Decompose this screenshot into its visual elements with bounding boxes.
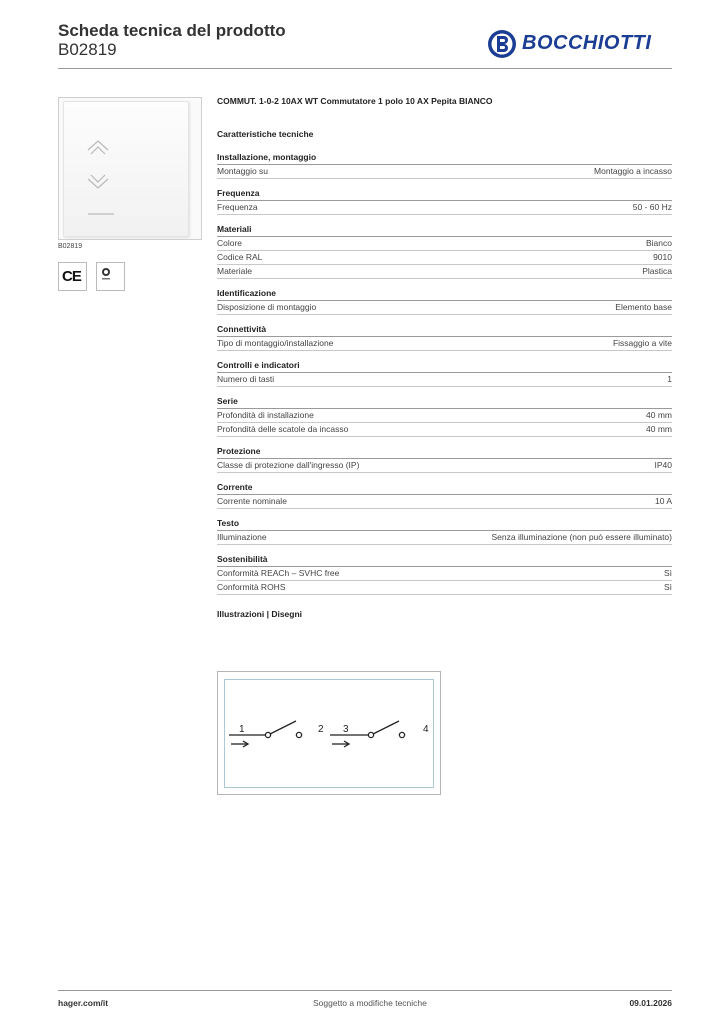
spec-row <box>217 495 672 509</box>
spec-row <box>217 165 672 179</box>
switch-plate <box>63 101 189 237</box>
spec-section <box>217 152 672 179</box>
spec-row <box>217 409 672 423</box>
section-title: Corrente <box>217 482 672 495</box>
spec-section <box>217 324 672 351</box>
terminal-3-label: 3 <box>343 724 349 735</box>
spec-label: Illuminazione <box>217 532 267 542</box>
brand-logo <box>486 28 666 60</box>
spec-section <box>217 224 672 279</box>
spec-value: 40 mm <box>646 410 672 420</box>
section-title: Sostenibilità <box>217 554 672 567</box>
header-divider <box>58 68 672 69</box>
spec-value: 10 A <box>654 496 672 506</box>
spec-value: Bianco <box>646 238 672 248</box>
product-name: COMMUT. 1-0-2 10AX WT Commutatore 1 polo 10 AX Pepita BIANCO <box>217 96 493 106</box>
spec-row <box>217 423 672 437</box>
spec-section <box>217 446 672 473</box>
spec-value: 50 - 60 Hz <box>632 202 672 212</box>
spec-label: Tipo di montaggio/installazione <box>217 338 334 348</box>
terminal-2-label: 2 <box>318 724 324 735</box>
section-title: Serie <box>217 396 672 409</box>
spec-label: Profondità delle scatole da incasso <box>217 424 349 434</box>
specs-heading: Caratteristiche tecniche <box>217 129 314 139</box>
spec-label: Conformità ROHS <box>217 582 286 592</box>
spec-label: Profondità di installazione <box>217 410 314 420</box>
spec-section <box>217 188 672 215</box>
spec-section <box>217 360 672 387</box>
spec-value: Elemento base <box>615 302 672 312</box>
section-title: Testo <box>217 518 672 531</box>
spec-label: Codice RAL <box>217 252 263 262</box>
page-title: Scheda tecnica del prodotto <box>58 21 286 40</box>
spec-row <box>217 237 672 251</box>
spec-label: Frequenza <box>217 202 258 212</box>
spec-value: 9010 <box>653 252 672 262</box>
section-title: Identificazione <box>217 288 672 301</box>
section-title: Materiali <box>217 224 672 237</box>
spec-label: Colore <box>217 238 243 248</box>
spec-row <box>217 301 672 315</box>
section-title: Frequenza <box>217 188 672 201</box>
footer-website: hager.com/it <box>58 998 109 1008</box>
spec-row <box>217 581 672 595</box>
spec-value: Montaggio a incasso <box>594 166 672 176</box>
section-title: Connettività <box>217 324 672 337</box>
spec-value: IP40 <box>654 460 672 470</box>
spec-value: Senza illuminazione (non può essere illuminato) <box>491 532 672 542</box>
wiring-diagram <box>217 671 441 795</box>
spec-label: Corrente nominale <box>217 496 287 506</box>
spec-value: Plastica <box>642 266 672 276</box>
terminal-1-label: 1 <box>239 724 245 735</box>
spec-value: Fissaggio a vite <box>612 338 672 348</box>
imq-logo-icon <box>97 263 124 290</box>
spec-section <box>217 396 672 437</box>
spec-section <box>217 554 672 595</box>
spec-value: 40 mm <box>646 424 672 434</box>
specs-panel <box>217 97 672 621</box>
product-image <box>58 97 202 240</box>
spec-row <box>217 251 672 265</box>
terminal-4-label: 4 <box>423 724 429 735</box>
spec-label: Montaggio su <box>217 166 269 176</box>
spec-value: Sì <box>663 568 672 578</box>
footer-notice: Soggetto a modifiche tecniche <box>313 998 427 1008</box>
footer-divider <box>58 990 672 991</box>
ce-label: CE <box>62 268 81 285</box>
footer-date: 09.01.2026 <box>629 998 672 1008</box>
spec-row <box>217 337 672 351</box>
section-title: Protezione <box>217 446 672 459</box>
spec-row <box>217 459 672 473</box>
switch-schematic <box>218 672 440 794</box>
spec-value: 1 <box>667 374 672 384</box>
spec-section <box>217 482 672 509</box>
spec-label: Disposizione di montaggio <box>217 302 317 312</box>
section-title: Controlli e indicatori <box>217 360 672 373</box>
spec-section <box>217 518 672 545</box>
spec-label: Materiale <box>217 266 252 276</box>
imq-mark <box>96 262 125 291</box>
brand-name: BOCCHIOTTI <box>522 32 652 54</box>
illustrations-heading: Illustrazioni | Disegni <box>217 609 303 619</box>
product-caption: B02819 <box>58 243 83 250</box>
spec-row <box>217 531 672 545</box>
spec-value: Sì <box>663 582 672 592</box>
spec-label: Conformità REACh – SVHC free <box>217 568 340 578</box>
spec-row <box>217 265 672 279</box>
switch-arrows-icon <box>64 102 188 236</box>
section-title: Installazione, montaggio <box>217 152 672 165</box>
spec-section <box>217 288 672 315</box>
spec-row <box>217 567 672 581</box>
spec-row <box>217 373 672 387</box>
brand-logo-icon <box>486 28 518 60</box>
spec-label: Numero di tasti <box>217 374 275 384</box>
spec-row <box>217 201 672 215</box>
spec-sections <box>217 152 672 595</box>
product-code: B02819 <box>58 40 117 59</box>
ce-mark <box>58 262 87 291</box>
spec-label: Classe di protezione dall'ingresso (IP) <box>217 460 360 470</box>
